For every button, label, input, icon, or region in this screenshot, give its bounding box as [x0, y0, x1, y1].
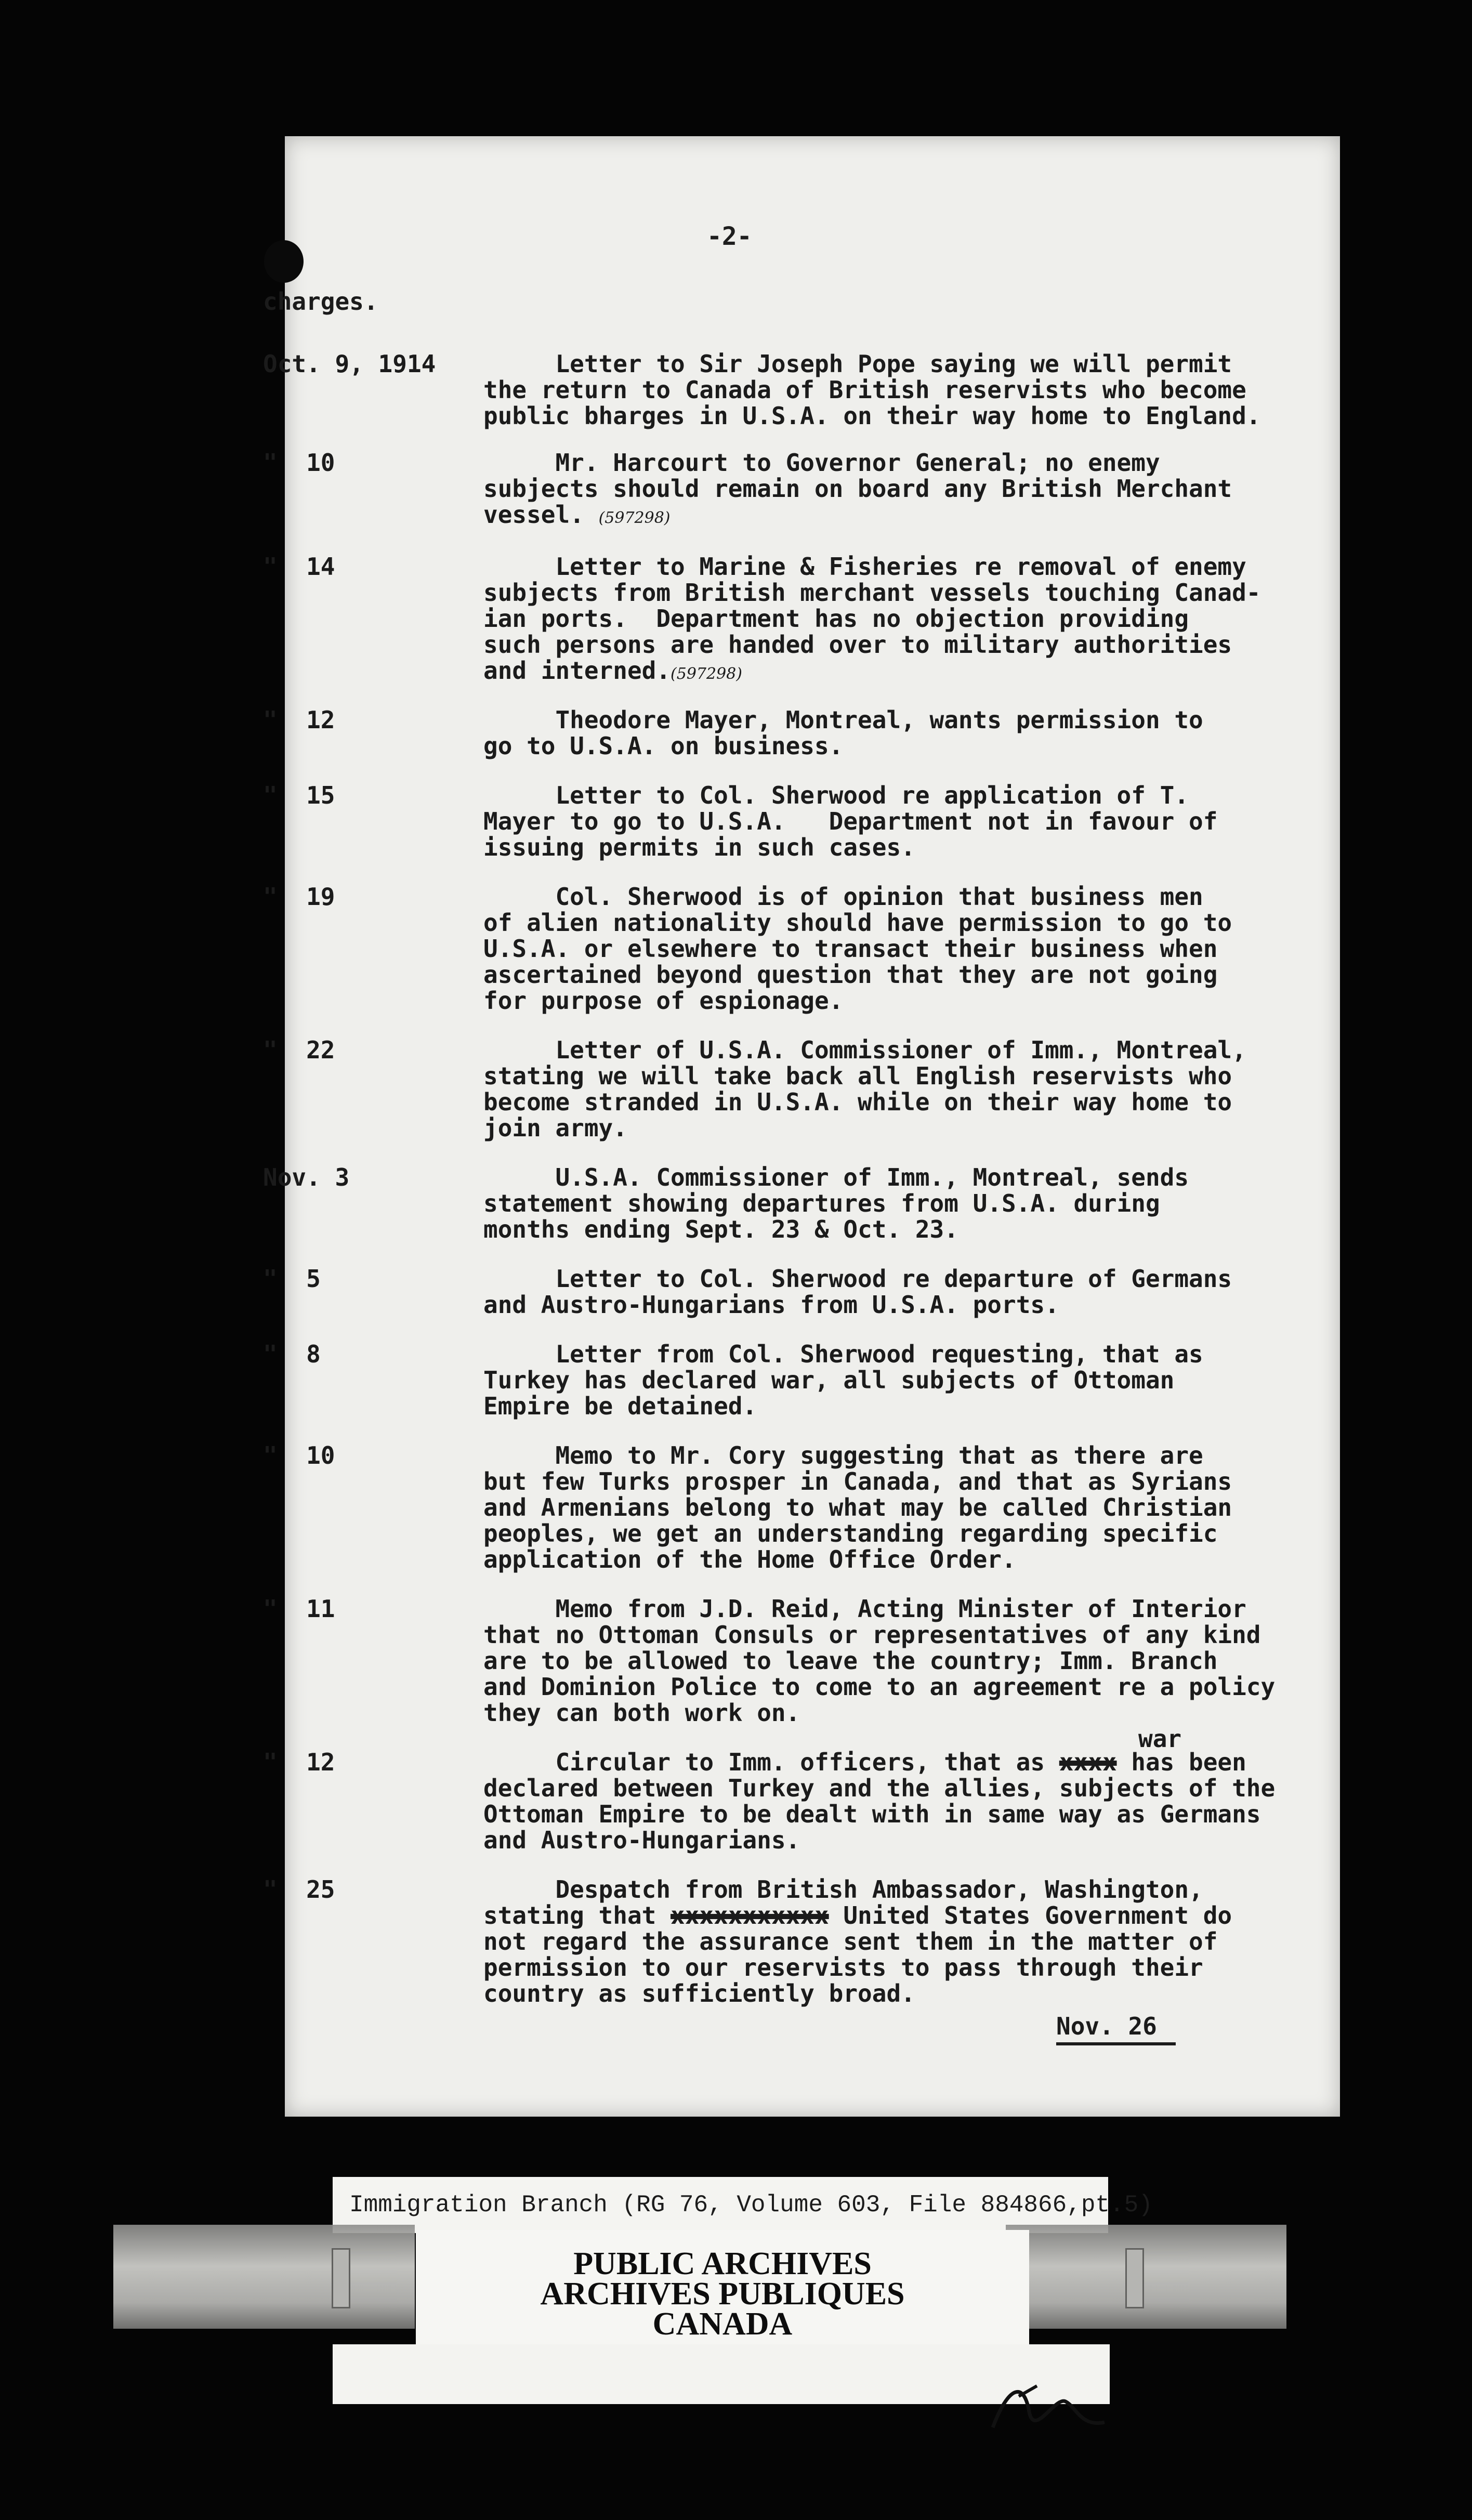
- stamp-line: ARCHIVES PUBLIQUES: [540, 2276, 905, 2312]
- entry-date: Oct. 9, 1914: [263, 350, 436, 378]
- archive-reference-label: Immigration Branch (RG 76, Volume 603, File 884866,pt.5): [333, 2177, 1108, 2233]
- struck-text: xxxxxxxxxxx: [671, 1901, 829, 1930]
- entry-date: " 12: [263, 706, 335, 734]
- signature-mark: [988, 2365, 1112, 2443]
- stamp-line: CANADA: [652, 2306, 793, 2342]
- continued-text: charges.: [263, 287, 378, 316]
- entry-date: " 12: [263, 1748, 335, 1776]
- entry-body: Mr. Harcourt to Governor General; no enemy subjects should remain on board any British Merchant vessel. (597298): [483, 449, 1232, 529]
- entry-date: " 10: [263, 1441, 335, 1469]
- tape-notch: [332, 2248, 350, 2308]
- entry-body: U.S.A. Commissioner of Imm., Montreal, sends statement showing departures from U.S.A. during months ending Sept. 23 & Oct. 23.: [483, 1163, 1189, 1243]
- entry-body: Theodore Mayer, Montreal, wants permission to go to U.S.A. on business.: [483, 706, 1203, 760]
- entry-date: " 22: [263, 1036, 335, 1064]
- entry-date: " 15: [263, 781, 335, 809]
- handwritten-insertion: war: [1138, 1725, 1182, 1753]
- entry-body: Letter of U.S.A. Commissioner of Imm., Montreal, stating we will take back all English reservists who become stranded in U.S.A. while on their way home to join army.: [483, 1036, 1246, 1142]
- entry-date: " 11: [263, 1595, 335, 1623]
- stamp-line: PUBLIC ARCHIVES: [573, 2246, 872, 2281]
- footer-date: Nov. 26: [1056, 2013, 1176, 2045]
- entry-body: Letter to Col. Sherwood re application of T. Mayer to go to U.S.A. Department not in favour of issuing permits in such cases.: [483, 781, 1218, 861]
- entry-date: Nov. 3: [263, 1163, 350, 1191]
- signature-stroke: [993, 2392, 1105, 2427]
- archive-stamp: [416, 2230, 1029, 2350]
- page-number: -2-: [707, 222, 752, 251]
- tape-strip: [1006, 2225, 1286, 2329]
- entry-body: Letter to Sir Joseph Pope saying we will permit the return to Canada of British reservists who become public bharges in U.S.A. on their way home to England.: [483, 350, 1261, 430]
- entry-body: Letter to Marine & Fisheries re removal of enemy subjects from British merchant vessels touching Canad- ian ports. Department has no objection providing such persons are handed over to military authorities and interned.(597298): [483, 553, 1261, 685]
- tape-notch: [1125, 2248, 1144, 2308]
- entry-body: Letter to Col. Sherwood re departure of Germans and Austro-Hungarians from U.S.A. ports.: [483, 1265, 1232, 1319]
- entry-date: " 8: [263, 1340, 321, 1368]
- handwritten-file-number: (597298): [671, 665, 742, 683]
- tape-strip: [113, 2225, 415, 2329]
- entry-body: Circular to Imm. officers, that as xxxx has been declared between Turkey and the allies, subjects of the Ottoman Empire to be dealt with in same way as Germans and Austro-Hungarians.: [483, 1748, 1276, 1854]
- entry-body: Memo to Mr. Cory suggesting that as there are but few Turks prosper in Canada, and that as Syrians and Armenians belong to what may be called Christian peoples, we get an understanding regarding specific application of the Home Office Order.: [483, 1441, 1232, 1573]
- entry-body: Letter from Col. Sherwood requesting, that as Turkey has declared war, all subjects of Ottoman Empire be detained.: [483, 1340, 1203, 1420]
- handwritten-file-number: (597298): [598, 509, 671, 527]
- entry-date: " 25: [263, 1875, 335, 1904]
- entry-date: " 5: [263, 1265, 321, 1293]
- entry-body: Col. Sherwood is of opinion that business men of alien nationality should have permission to go to U.S.A. or elsewhere to transact their business when ascertained beyond question that they are not going for purpose of espionage.: [483, 883, 1232, 1015]
- entry-date: " 10: [263, 449, 335, 477]
- entry-body: Memo from J.D. Reid, Acting Minister of Interior that no Ottoman Consuls or representatives of any kind are to be allowed to leave the country; Imm. Branch and Dominion Police to come to an agreement re a policy they can both work on.: [483, 1595, 1276, 1727]
- entry-date: " 14: [263, 553, 335, 581]
- struck-text: xxxx: [1059, 1748, 1117, 1776]
- entry-date: " 19: [263, 883, 335, 911]
- entry-body: Despatch from British Ambassador, Washington, stating that xxxxxxxxxxx United States Government do not regard the assurance sent them in the matter of permission to our reservists to pass through their country as sufficiently broad.: [483, 1875, 1232, 2007]
- punch-hole: [264, 240, 304, 283]
